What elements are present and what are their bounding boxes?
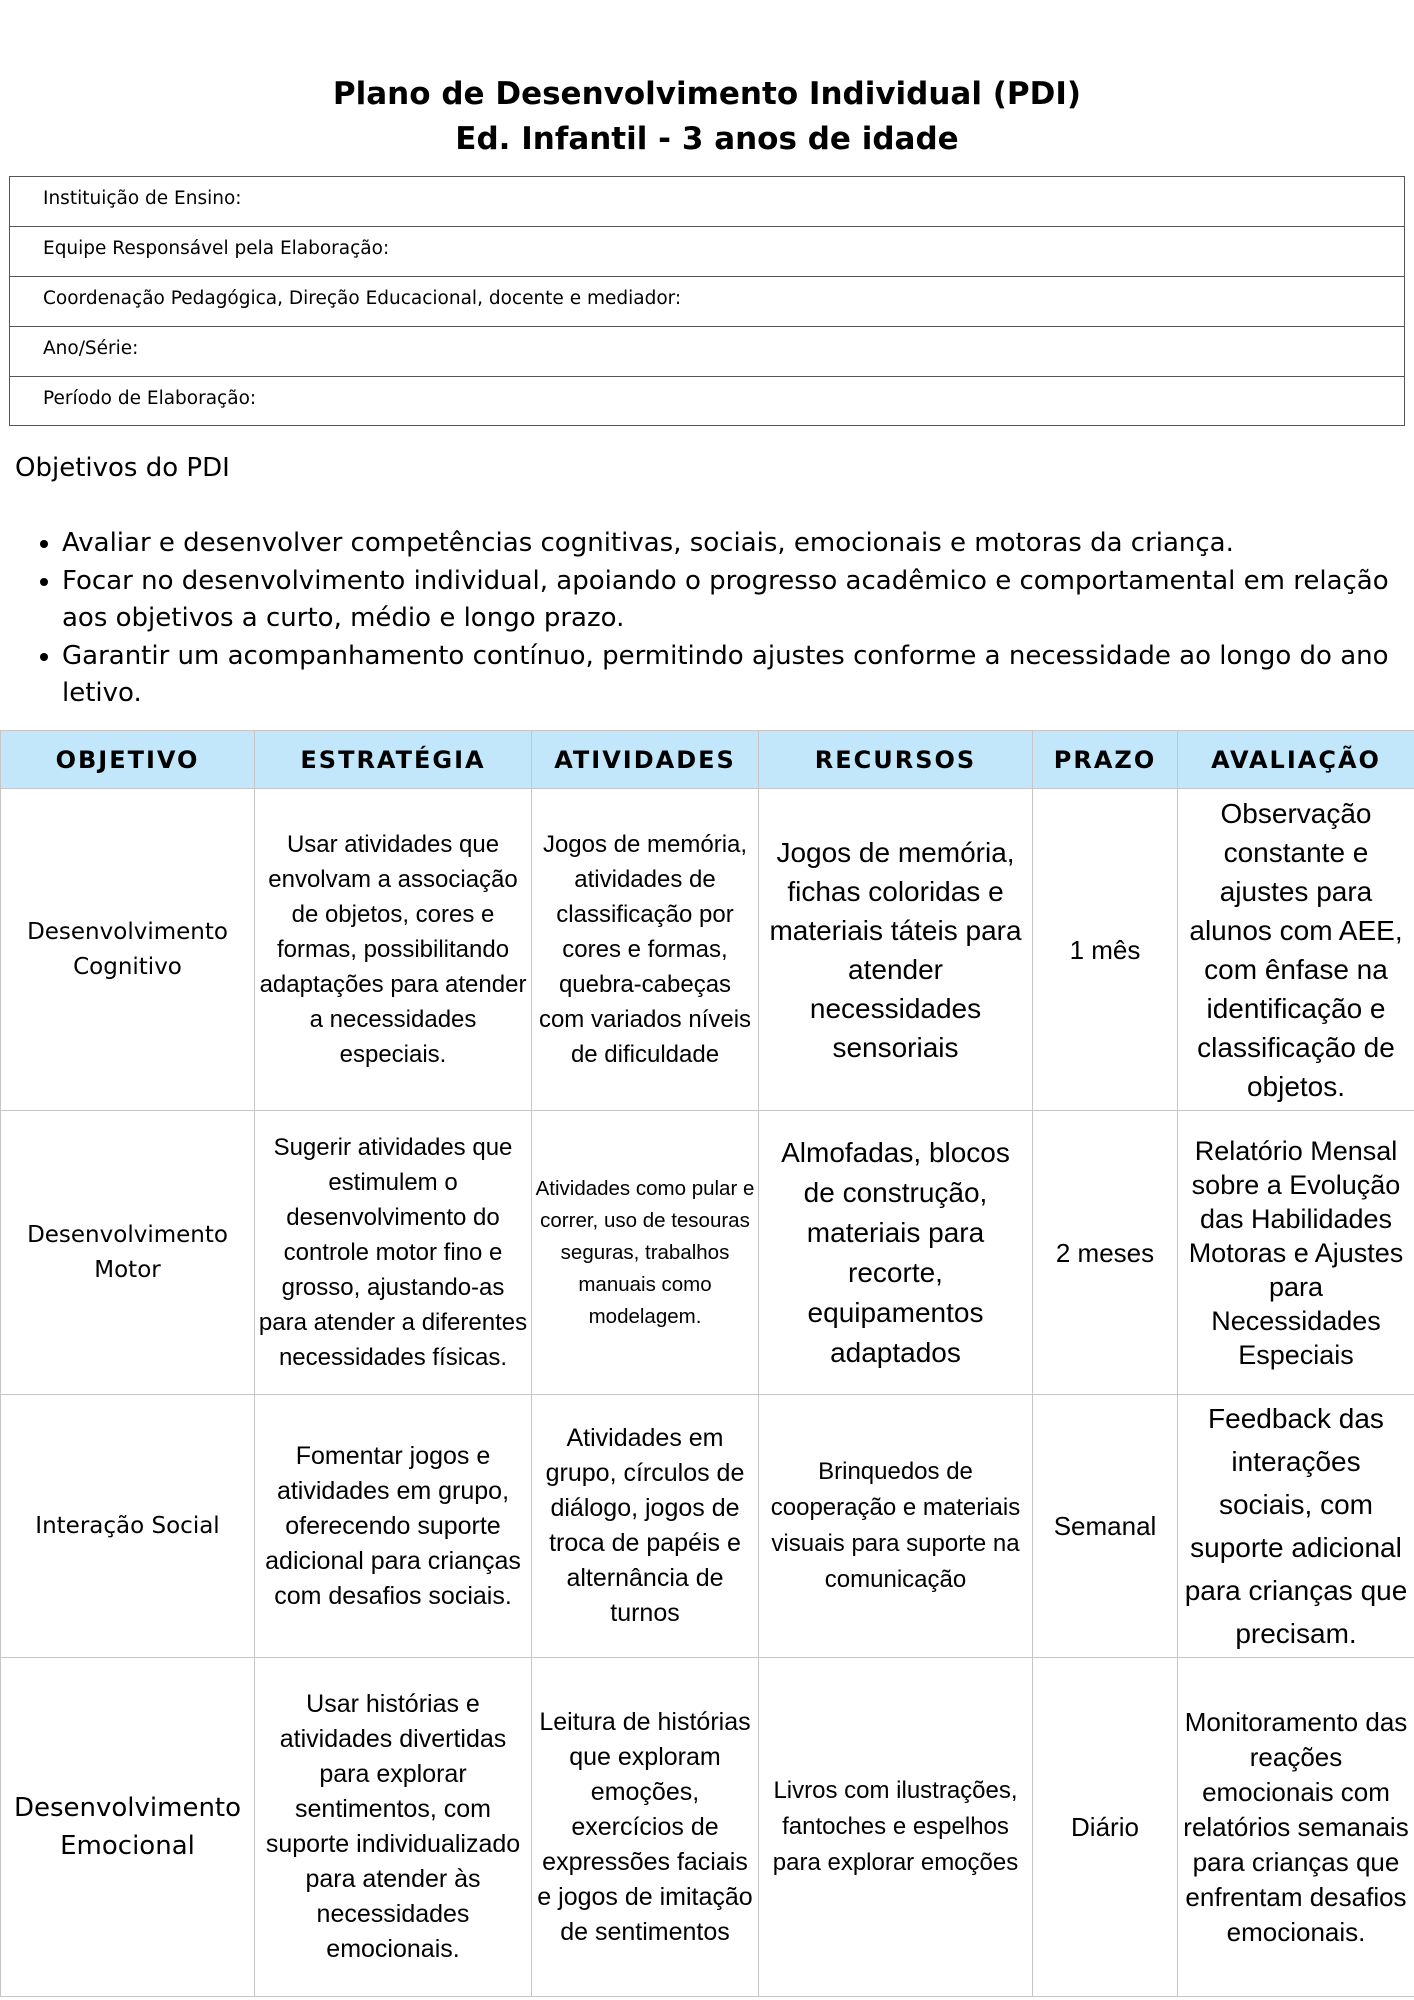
header-estrategia: ESTRATÉGIA bbox=[255, 731, 532, 789]
list-item: • Avaliar e desenvolver competências cognitivas, sociais, emocionais e motoras da criança. bbox=[62, 525, 1412, 563]
cell-estrategia: Sugerir atividades que estimulem o desenvolvimento do controle motor fino e grosso, ajustando-as para atender a diferentes necessidades físicas. bbox=[255, 1111, 532, 1395]
cell-avaliacao: Monitoramento das reações emocionais com relatórios semanais para crianças que enfrentam desafios emocionais. bbox=[1178, 1658, 1414, 1997]
cell-prazo: 2 meses bbox=[1033, 1111, 1178, 1395]
info-field-institution: Instituição de Ensino: bbox=[10, 177, 1404, 227]
header-objetivo: OBJETIVO bbox=[1, 731, 255, 789]
cell-atividades: Atividades como pular e correr, uso de tesouras seguras, trabalhos manuais como modelagem. bbox=[532, 1111, 759, 1395]
cell-prazo: 1 mês bbox=[1033, 789, 1178, 1111]
list-item: • Garantir um acompanhamento contínuo, permitindo ajustes conforme a necessidade ao longo do ano letivo. bbox=[62, 638, 1412, 713]
header-prazo: PRAZO bbox=[1033, 731, 1178, 789]
info-field-period: Período de Elaboração: bbox=[43, 388, 257, 409]
cell-recursos: Livros com ilustrações, fantoches e espelhos para explorar emoções bbox=[759, 1658, 1033, 1997]
cell-estrategia: Fomentar jogos e atividades em grupo, oferecendo suporte adicional para crianças com desafios sociais. bbox=[255, 1395, 532, 1658]
info-field-team: Equipe Responsável pela Elaboração: bbox=[10, 227, 1404, 277]
info-field-coordination: Coordenação Pedagógica, Direção Educacional, docente e mediador: bbox=[10, 277, 1404, 327]
page-title: Plano de Desenvolvimento Individual (PDI) bbox=[332, 76, 1082, 112]
cell-atividades: Jogos de memória, atividades de classificação por cores e formas, quebra-cabeças com variados níveis de dificuldade bbox=[532, 789, 759, 1111]
cell-recursos: Jogos de memória, fichas coloridas e materiais táteis para atender necessidades sensoriais bbox=[759, 789, 1033, 1111]
cell-objetivo: Desenvolvimento Cognitivo bbox=[1, 789, 255, 1111]
pdi-table bbox=[0, 730, 1414, 1997]
table-row bbox=[1, 789, 1414, 1111]
cell-estrategia: Usar atividades que envolvam a associação de objetos, cores e formas, possibilitando adaptações para atender a necessidades especiais. bbox=[255, 789, 532, 1111]
cell-objetivo: Interação Social bbox=[1, 1395, 255, 1658]
cell-avaliacao: Relatório Mensal sobre a Evolução das Habilidades Motoras e Ajustes para Necessidades Especiais bbox=[1178, 1111, 1414, 1395]
cell-atividades: Atividades em grupo, círculos de diálogo, jogos de troca de papéis e alternância de turnos bbox=[532, 1395, 759, 1658]
header-atividades: ATIVIDADES bbox=[532, 731, 759, 789]
cell-objetivo: Desenvolvimento Motor bbox=[1, 1111, 255, 1395]
cell-avaliacao: Observação constante e ajustes para alunos com AEE, com ênfase na identificação e classificação de objetos. bbox=[1178, 789, 1414, 1111]
table-row bbox=[1, 1395, 1414, 1658]
objectives-list bbox=[30, 525, 1412, 713]
header-recursos: RECURSOS bbox=[759, 731, 1033, 789]
cell-avaliacao: Feedback das interações sociais, com suporte adicional para crianças que precisam. bbox=[1178, 1395, 1414, 1658]
cell-objetivo: Desenvolvimento Emocional bbox=[1, 1658, 255, 1997]
table-header-row bbox=[1, 731, 1414, 789]
cell-recursos: Almofadas, blocos de construção, materiais para recorte, equipamentos adaptados bbox=[759, 1111, 1033, 1395]
info-form bbox=[9, 176, 1405, 426]
table-row bbox=[1, 1111, 1414, 1395]
objectives-title: Objetivos do PDI bbox=[15, 453, 230, 483]
info-field-grade: Ano/Série: bbox=[10, 327, 1404, 377]
page-subtitle: Ed. Infantil - 3 anos de idade bbox=[455, 121, 959, 157]
cell-atividades: Leitura de histórias que exploram emoções, exercícios de expressões faciais e jogos de imitação de sentimentos bbox=[532, 1658, 759, 1997]
cell-recursos: Brinquedos de cooperação e materiais visuais para suporte na comunicação bbox=[759, 1395, 1033, 1658]
table-row bbox=[1, 1658, 1414, 1997]
cell-prazo: Semanal bbox=[1033, 1395, 1178, 1658]
list-item: • Focar no desenvolvimento individual, apoiando o progresso acadêmico e comportamental em relação aos objetivos a curto, médio e longo prazo. bbox=[62, 563, 1412, 638]
header-avaliacao: AVALIAÇÃO bbox=[1178, 731, 1414, 789]
cell-estrategia: Usar histórias e atividades divertidas para explorar sentimentos, com suporte individualizado para atender às necessidades emocionais. bbox=[255, 1658, 532, 1997]
cell-prazo: Diário bbox=[1033, 1658, 1178, 1997]
